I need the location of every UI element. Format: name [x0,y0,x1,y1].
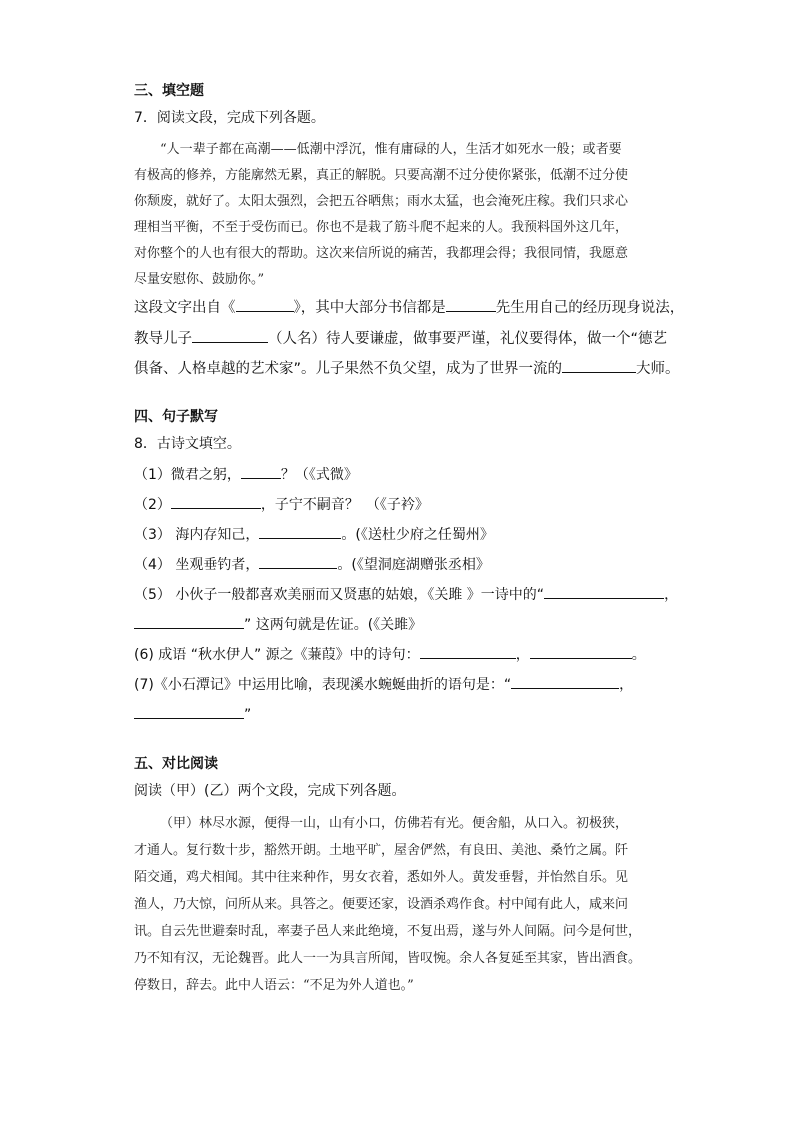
answer-blank[interactable] [134,613,244,629]
item-text: （5） 小伙子一般都喜欢美丽而又贤惠的姑娘，《关雎 》一诗中的“ [134,587,545,603]
passage-line: 有极高的修养，方能廓然无累，真正的解脱。只要高潮不过分使你紧张，低潮不过分使 [134,168,629,183]
answer-blank[interactable] [236,296,294,312]
poem-item-4 [134,553,490,574]
fill-text: 这段文字出自《 [134,300,236,316]
fill-text: 大师。 [636,361,680,377]
passage-line: 尽量安慰你、鼓励你。” [134,272,265,287]
answer-blank[interactable] [171,493,261,509]
poem-item-5 [134,583,678,604]
poem-item-1 [134,463,358,484]
answer-blank[interactable] [241,463,281,479]
item-text: 。(《望洞庭湖赠张丞相》 [337,557,490,573]
section-heading-comparative-reading: 五、对比阅读 [134,756,218,772]
answer-blank[interactable] [544,583,664,599]
fill-text: 》，其中大部分书信都是 [293,300,446,316]
item-text: （1）微君之躬， [134,467,241,483]
answer-blank[interactable] [259,523,341,539]
fill-line-3 [134,357,680,378]
fill-line-1 [134,296,684,317]
passage-line: 你颓废，就好了。太阳太强烈，会把五谷晒焦；雨水太猛，也会淹死庄稼。我们只求心 [134,194,629,209]
answer-blank[interactable] [420,643,516,659]
passage-line: 讯。自云先世避秦时乱，率妻子邑人来此绝境，不复出焉，遂与外人间隔。问今是何世， [134,924,642,939]
fill-text: 先生用自己的经历现身说法， [495,300,685,316]
answer-blank[interactable] [511,673,619,689]
item-text: ， [515,647,530,663]
item-text: ， [619,677,634,693]
passage-line: 理相当平衡，不至于受伤而已。你也不是栽了筋斗爬不起来的人。我预料国外这几年， [134,220,629,235]
question-8-prompt: 8．古诗文填空。 [134,436,241,452]
item-text: 。 [631,647,646,663]
question-7-prompt: 7．阅读文段，完成下列各题。 [134,110,325,126]
fill-text: （人名）待人要谦虚，做事要严谨，礼仪要得体，做一个“德艺 [268,331,668,347]
item-text: ” 这两句就是佐证。(《关雎》 [244,617,423,633]
answer-blank[interactable] [134,703,244,719]
fill-line-2 [134,327,667,348]
fill-text: 教导儿子 [134,331,192,347]
passage-line: 渔人，乃大惊，问所从来。具答之。便要还家，设酒杀鸡作食。村中闻有此人，咸来问 [134,897,629,912]
answer-blank[interactable] [192,327,268,343]
item-text: （3） 海内存知己， [134,527,260,543]
poem-item-7-cont [134,703,251,723]
item-text: （4） 坐观垂钓者， [134,557,260,573]
poem-item-5-cont [134,613,422,634]
item-text: ” [244,707,252,723]
poem-item-7 [134,673,633,694]
passage-line: 乃不知有汉，无论魏晋。此人一一为具言所闻，皆叹惋。余人各复延至其家，皆出酒食。 [134,951,642,966]
item-text: ， [664,587,679,603]
item-text: (7)《小石潭记》中运用比喻，表现溪水蜿蜒曲折的语句是：“ [134,677,512,693]
section5-prompt: 阅读（甲）(乙）两个文段，完成下列各题。 [134,783,406,799]
answer-blank[interactable] [259,553,337,569]
answer-blank[interactable] [562,357,636,373]
answer-blank[interactable] [446,296,496,312]
passage-line: 才通人。复行数十步，豁然开朗。土地平旷，屋舍俨然，有良田、美池、桑竹之属。阡 [134,843,629,858]
item-text: ，子宁不嗣音？ （《子衿》 [260,497,429,513]
section-heading-dictation: 四、句子默写 [134,409,218,425]
passage-line: “人一辈子都在高潮——低潮中浮沉，惟有庸碌的人，生活才如死水一般；或者要 [160,142,622,157]
item-text: (6) 成语 “秋水伊人” 源之《蒹葭》中的诗句： [134,647,420,663]
item-text: ？（《式微》 [280,467,358,483]
answer-blank[interactable] [530,643,632,659]
item-text: （2） [134,497,171,513]
item-text: 。(《送杜少府之任蜀州》 [341,527,494,543]
poem-item-3 [134,523,494,544]
section-heading-fill-blank: 三、填空题 [134,83,204,99]
fill-text: 俱备、人格卓越的艺术家”。儿子果然不负父望，成为了世界一流的 [134,361,563,377]
passage-line: 对你整个的人也有很大的帮助。这次来信所说的痛苦，我都理会得；我很同情，我愿意 [134,246,629,261]
passage-line: 陌交通，鸡犬相闻。其中往来种作，男女衣着，悉如外人。黄发垂髫，并怡然自乐。见 [134,870,629,885]
passage-line: （甲）林尽水源，便得一山，山有小口，仿佛若有光。便舍船，从口入。初极狭， [160,816,629,831]
passage-line: 停数日，辞去。此中人语云：“不足为外人道也。” [134,978,414,993]
poem-item-6 [134,643,646,664]
poem-item-2 [134,493,429,514]
